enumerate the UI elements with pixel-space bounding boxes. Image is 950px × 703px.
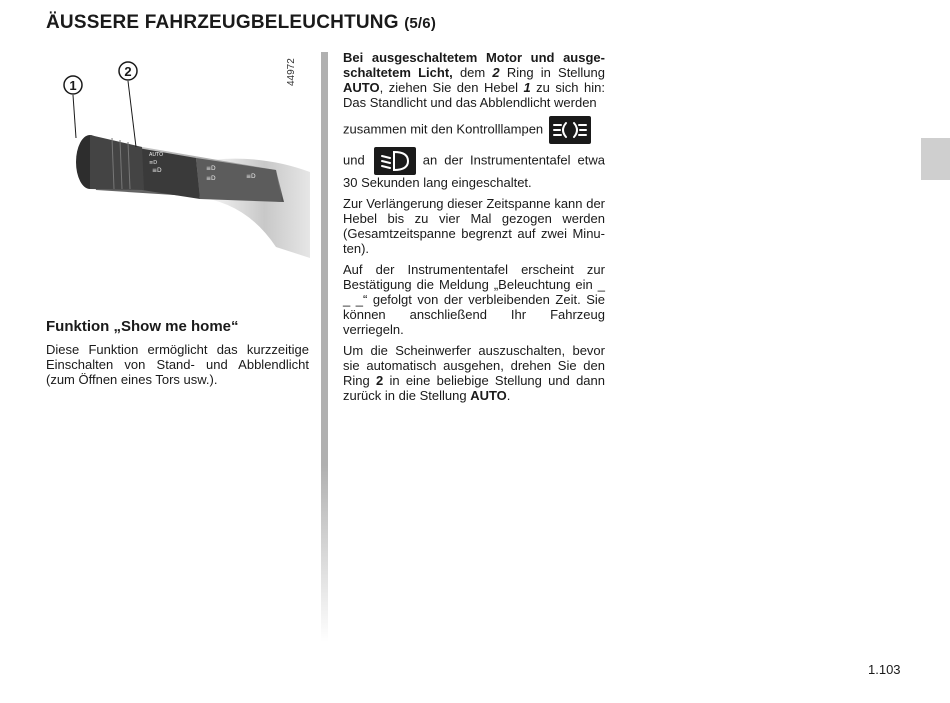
callout-2: 2	[124, 64, 132, 79]
paragraph-extension: Zur Verlängerung dieser Zeitspanne kann der Hebel bis zu vier Mal gezogen werden (Gesamtzeitspanne begrenzt auf zwei Minuten).	[343, 196, 605, 256]
page-title: ÄUSSERE FAHRZEUGBELEUCHTUNG (5/6)	[46, 12, 437, 33]
paragraph-message: Auf der Instrumententafel erscheint zur Bestätigung die Meldung „Beleuchtung ein _ _ _“ gefolgt von der verbleibenden Zeit. Sie können anschließend Ihr Fahrzeug verriegeln.	[343, 262, 605, 337]
paragraph-activation: Bei ausgeschaltetem Motor und ausgeschaltetem Licht, dem 2 Ring in Stellung AUTO, ziehen Sie den Hebel 1 zu sich hin: Das Standlicht und das Abblendlicht werden zusammen mit den Kontrolllampen und an der Instrumententafel etwa 30 Sekunden lang eingeschaltet.	[343, 50, 605, 190]
section-heading: Funktion „Show me home“	[46, 318, 239, 335]
light-stalk-illustration	[46, 52, 310, 258]
chapter-tab	[921, 138, 950, 180]
paragraph-switch-off: Um die Scheinwerfer auszuschalten, bevor sie automatisch ausgehen, drehen Sie den Ring 2 in eine beliebige Stellung und dann zurück in die Stellung AUTO.	[343, 343, 605, 403]
low-beam-icon	[374, 147, 416, 175]
svg-text:≡D: ≡D	[246, 173, 256, 180]
figure-code: 44972	[286, 58, 297, 86]
right-column	[343, 50, 605, 409]
side-light-icon	[549, 116, 591, 144]
page-number: 1.103	[868, 662, 901, 677]
svg-text:AUTO: AUTO	[149, 152, 164, 158]
column-divider	[321, 52, 328, 642]
light-stalk-drawing	[46, 52, 310, 258]
svg-text:≡D: ≡D	[206, 165, 216, 172]
section-intro: Diese Funktion ermöglicht das kurzzeitige Einschalten von Stand- und Abblendlicht (zum Öffnen eines Tors usw.).	[46, 342, 309, 387]
svg-text:≡D: ≡D	[149, 160, 158, 166]
page-indicator: (5/6)	[404, 15, 437, 32]
svg-text:≡D: ≡D	[206, 175, 216, 182]
svg-text:≡D: ≡D	[152, 167, 162, 174]
callout-1: 1	[69, 78, 77, 93]
